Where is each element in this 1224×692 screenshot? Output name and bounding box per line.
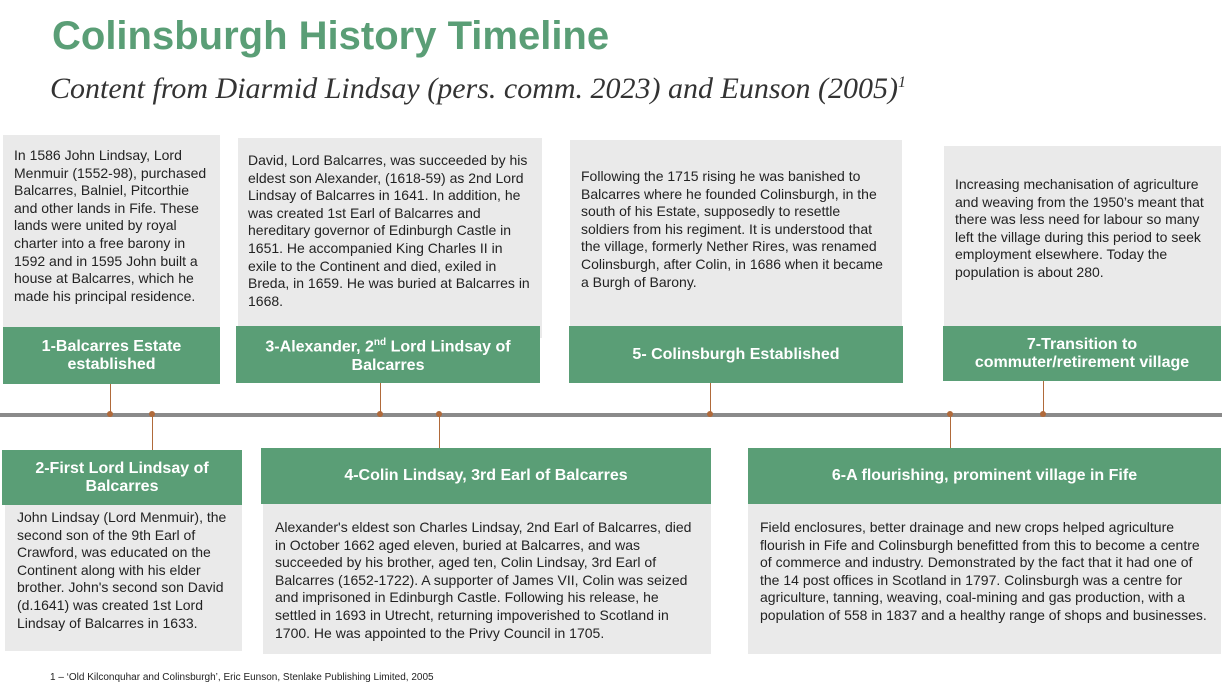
subtitle-footnote-mark: 1 [898, 74, 907, 91]
connector-1 [110, 384, 111, 414]
event-6-heading: 6-A flourishing, prominent village in Fife [748, 448, 1221, 504]
page-subtitle [50, 72, 906, 106]
event-2-heading: 2-First Lord Lindsay of Balcarres [2, 450, 242, 505]
connector-3-dot [377, 411, 383, 417]
connector-6 [950, 416, 951, 448]
connector-1-dot [107, 411, 113, 417]
event-6-text: Field enclosures, better drainage and new crops helped agriculture flourish in Fife and Colinsburgh benefitted from this to become a centre of commerce and industry. Demonstrated by the fact that it had one of the 14 post offices in Scotland in 1797. Colinsburgh was a centre for agriculture, tanning, weaving, coal-mining and gas production, with a population of 558 in 1837 and a healthy range of shops and businesses. [748, 504, 1221, 654]
event-3-text: David, Lord Balcarres, was succeeded by his eldest son Alexander, (1618-59) as 2nd Lord Lindsay of Balcarres in 1641. In addition, he was created 1st Earl of Balcarres and hereditary governor of Edinburgh Castle in 1651. He accompanied King Charles II in exile to the Continent and died, exiled in Breda, in 1659. He was buried at Balcarres in 1668. [238, 138, 542, 338]
event-1-text: In 1586 John Lindsay, Lord Menmuir (1552-98), purchased Balcarres, Balniel, Pitcorthie and other lands in Fife. These lands were united by royal charter into a free barony in 1592 and in 1595 John built a house at Balcarres, which he made his principal residence. [3, 135, 220, 335]
event-7-text: Increasing mechanisation of agriculture and weaving from the 1950’s meant that there was less need for labour so many left the village during this period to seek employment elsewhere. Today the population is about 280. [944, 146, 1221, 346]
event-1-heading: 1-Balcarres Estate established [3, 327, 220, 384]
connector-2 [152, 416, 153, 450]
event-3-heading [236, 326, 540, 383]
event-5-heading: 5- Colinsburgh Established [569, 326, 903, 383]
footnote: 1 – ‘Old Kilconquhar and Colinsburgh’, Eric Eunson, Stenlake Publishing Limited, 2005 [50, 672, 434, 683]
connector-3 [380, 383, 381, 414]
subtitle-text: Content from Diarmid Lindsay (pers. comm. 2023) and Eunson (2005) [50, 72, 899, 105]
event-4-heading: 4-Colin Lindsay, 3rd Earl of Balcarres [261, 448, 711, 504]
timeline-axis [0, 413, 1222, 417]
connector-7-dot [1040, 411, 1046, 417]
connector-7 [1043, 381, 1044, 414]
event-7-heading: 7-Transition to commuter/retirement village [943, 326, 1221, 381]
event-4-text: Alexander's eldest son Charles Lindsay, 2nd Earl of Balcarres, died in October 1662 aged eleven, buried at Balcarres, and was succeeded by his brother, aged ten, Colin Lindsay, 3rd Earl of Balcarres (1652-1722). A supporter of James VII, Colin was seized and imprisoned in Edinburgh Castle. Following his release, he settled in 1693 in Utrecht, returning impoverished to Scotland in 1700. He was appointed to the Privy Council in 1705. [263, 504, 711, 654]
connector-4 [439, 416, 440, 448]
event-5-text: Following the 1715 rising he was banished to Balcarres where he founded Colinsburgh, in the south of his Estate, supposedly to resettle soldiers from his regiment. It is understood that the village, formerly Nether Rires, was renamed Colinsburgh, after Colin, in 1686 when it became a Burgh of Barony. [570, 140, 902, 340]
event-2-text: John Lindsay (Lord Menmuir), the second son of the 9th Earl of Crawford, was educated on the Continent along with his elder brother. John's second son David (d.1641) was created 1st Lord Lindsay of Balcarres in 1633. [5, 505, 242, 651]
page-title: Colinsburgh History Timeline [52, 14, 610, 58]
connector-5-dot [707, 411, 713, 417]
event-3-heading-text: 3-Alexander, 2nd Lord Lindsay of Balcarres [265, 337, 511, 374]
connector-5 [710, 383, 711, 414]
